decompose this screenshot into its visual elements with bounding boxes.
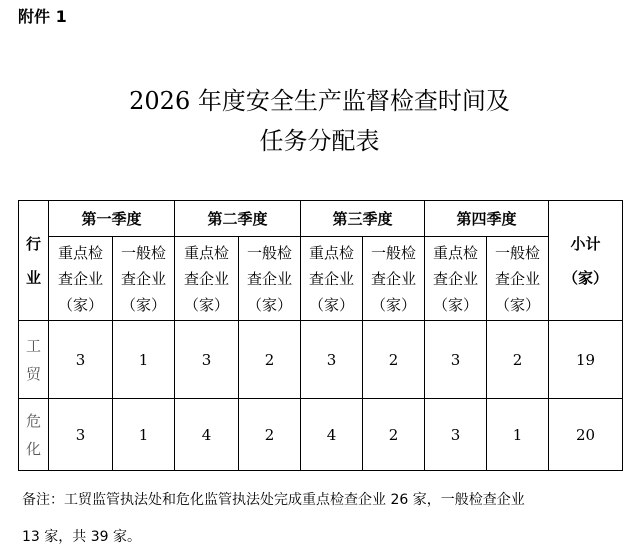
quarter-2-header: 第二季度 bbox=[175, 201, 301, 237]
table-cell: 2 bbox=[239, 399, 301, 471]
header-line: （家） bbox=[184, 295, 230, 314]
subtotal-header-line: 小计 bbox=[570, 234, 601, 253]
industry-header bbox=[19, 201, 49, 321]
table-cell: 1 bbox=[113, 321, 175, 399]
header-line: 查企业 bbox=[121, 269, 167, 288]
general-inspection-header bbox=[113, 237, 175, 321]
table-cell: 3 bbox=[425, 399, 487, 471]
row-name-char: 工 bbox=[25, 336, 41, 355]
row-industry-name bbox=[19, 399, 49, 471]
table-row bbox=[19, 399, 623, 471]
row-name-char: 化 bbox=[25, 439, 41, 458]
table-cell: 3 bbox=[49, 321, 113, 399]
table-cell: 2 bbox=[487, 321, 549, 399]
table-cell: 2 bbox=[363, 399, 425, 471]
table-cell: 4 bbox=[175, 399, 239, 471]
header-line: 查企业 bbox=[495, 269, 541, 288]
header-line: （家） bbox=[433, 295, 479, 314]
row-name-char: 危 bbox=[25, 411, 41, 430]
key-inspection-header bbox=[301, 237, 363, 321]
sub-header-row bbox=[19, 237, 623, 321]
header-line: （家） bbox=[121, 295, 167, 314]
row-subtotal: 19 bbox=[549, 321, 623, 399]
header-line: 查企业 bbox=[371, 269, 417, 288]
table-cell: 3 bbox=[301, 321, 363, 399]
task-allocation-table bbox=[18, 200, 623, 471]
header-line: 重点检 bbox=[184, 243, 230, 262]
header-line: 查企业 bbox=[57, 269, 103, 288]
table-cell: 1 bbox=[487, 399, 549, 471]
subtotal-header-line: （家） bbox=[563, 268, 609, 287]
header-line: 查企业 bbox=[309, 269, 355, 288]
key-inspection-header bbox=[175, 237, 239, 321]
header-line: （家） bbox=[309, 295, 355, 314]
row-name-char: 贸 bbox=[25, 364, 41, 383]
header-line: （家） bbox=[57, 295, 103, 314]
header-line: （家） bbox=[371, 295, 417, 314]
key-inspection-header bbox=[49, 237, 113, 321]
header-line: 查企业 bbox=[184, 269, 230, 288]
header-line: （家） bbox=[247, 295, 293, 314]
quarter-1-header: 第一季度 bbox=[49, 201, 175, 237]
document-title-line1: 2026 年度安全生产监督检查时间及 bbox=[129, 87, 510, 115]
quarter-4-header: 第四季度 bbox=[425, 201, 549, 237]
general-inspection-header bbox=[363, 237, 425, 321]
general-inspection-header bbox=[239, 237, 301, 321]
table-cell: 3 bbox=[49, 399, 113, 471]
header-line: 查企业 bbox=[433, 269, 479, 288]
header-line: 查企业 bbox=[247, 269, 293, 288]
general-inspection-header bbox=[487, 237, 549, 321]
header-line: 一般检 bbox=[371, 243, 417, 262]
attachment-label: 附件 1 bbox=[18, 7, 67, 26]
quarter-3-header: 第三季度 bbox=[301, 201, 425, 237]
row-industry-name bbox=[19, 321, 49, 399]
row-subtotal: 20 bbox=[549, 399, 623, 471]
industry-header-char: 行 bbox=[25, 234, 41, 253]
header-line: 重点检 bbox=[309, 243, 355, 262]
header-line: （家） bbox=[495, 295, 541, 314]
note-line1: 备注：工贸监管执法处和危化监管执法处完成重点检查企业 26 家，一般检查企业 bbox=[22, 492, 525, 508]
header-line: 重点检 bbox=[433, 243, 479, 262]
header-line: 一般检 bbox=[495, 243, 541, 262]
table-cell: 2 bbox=[239, 321, 301, 399]
document-title-line2: 任务分配表 bbox=[259, 127, 380, 155]
table-cell: 3 bbox=[175, 321, 239, 399]
industry-header-char: 业 bbox=[25, 268, 41, 287]
subtotal-header bbox=[549, 201, 623, 321]
note-line2: 13 家，共 39 家。 bbox=[22, 529, 141, 545]
header-line: 一般检 bbox=[121, 243, 167, 262]
header-line: 一般检 bbox=[247, 243, 293, 262]
table-row bbox=[19, 321, 623, 399]
table-cell: 2 bbox=[363, 321, 425, 399]
table-cell: 3 bbox=[425, 321, 487, 399]
table-cell: 1 bbox=[113, 399, 175, 471]
quarter-header-row bbox=[19, 201, 623, 237]
header-line: 重点检 bbox=[57, 243, 103, 262]
table-cell: 4 bbox=[301, 399, 363, 471]
key-inspection-header bbox=[425, 237, 487, 321]
